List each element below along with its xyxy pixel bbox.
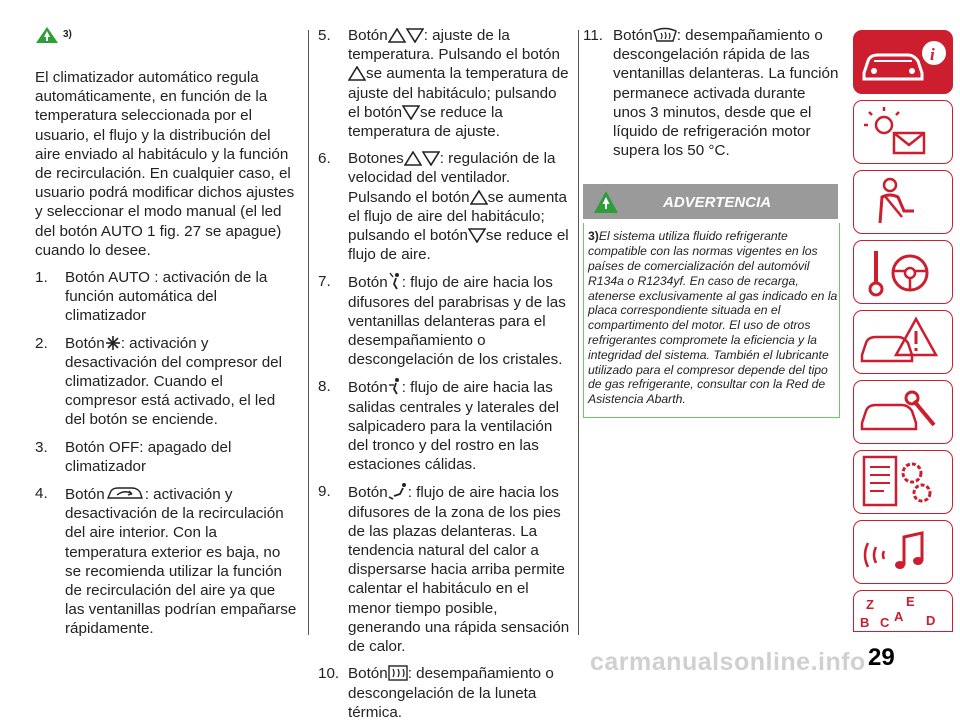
list-item: 2. Botón : activación y desactivación del compresor del climatizador. Cuando el compresor está activado, el led del botón se enciende. <box>35 334 282 429</box>
tab-starting[interactable] <box>853 240 953 304</box>
column-3 <box>583 26 841 418</box>
eco-warning-icon <box>35 26 59 44</box>
note-reference <box>35 26 297 44</box>
watermark: carmanualsonline.info <box>590 648 866 676</box>
list-item: 4. Botón : activación y desactivación de la recirculación del aire interior. Con la temperatura exterior es baja, no se recomienda utilizar la función de recirculación del aire ya que las ventanillas podrían empañarse rápidamente. <box>35 485 297 638</box>
column-divider <box>578 30 579 635</box>
warning-title: ADVERTENCIA <box>663 194 772 212</box>
list-item: 9. Botón : flujo de aire hacia los difusores de la zona de los pies de las plazas delanteras. La tendencia natural del calor a dispersarse hacia arriba permite calentar el habitáculo en el menor tiempo posible, generando una rápida sensación de calor. <box>318 483 570 656</box>
tab-car-info[interactable] <box>853 30 953 94</box>
face-airflow-icon <box>388 377 402 395</box>
list-item: 10. Botón : desempañamiento o descongelación de la luneta térmica. <box>318 665 554 721</box>
list-item: 1. Botón AUTO : activación de la función automática del climatizador <box>35 269 268 325</box>
key-steering-wheel-icon <box>854 241 952 303</box>
fan-down-icon <box>422 151 440 166</box>
tab-maintenance[interactable] <box>853 380 953 444</box>
list-item: 7. Botón : flujo de aire hacia los difusores del parabrisas y de las ventanillas delanteras para el desempañamiento o descongelación de los cristales. <box>318 273 566 369</box>
list-item: 5. Botón : ajuste de la temperatura. Pulsando el botón se aumenta la temperatura de ajuste del habitáculo; pulsando el botón se reduce la temperatura de ajuste. <box>318 27 569 141</box>
column-2 <box>318 26 570 722</box>
svg-text:D: D <box>926 613 936 628</box>
feet-airflow-icon <box>388 482 408 500</box>
fan-down-icon <box>468 228 486 243</box>
page-number: 29 <box>868 644 895 671</box>
tab-lights[interactable] <box>853 100 953 164</box>
list-item: 11. Botón : desempañamiento o descongelación rápida de las ventanillas delanteras. La función permanece activada durante unos 3 minutos, desde que el líquido de refrigeración motor supera los 50 °C. <box>583 27 839 160</box>
tab-technical-data[interactable] <box>853 450 953 514</box>
temp-down-icon <box>406 28 424 43</box>
svg-text:A: A <box>894 609 904 624</box>
radio-music-icon <box>854 521 952 583</box>
warning-text: El sistema utiliza fluido refrigerante compatible con las normas vigentes en los países de comercialización del automóvil R134a o R1234yf. En caso de recarga, atenerse exclusivamente al gas indicado en la placa correspondiente situada en el compartimento del motor. El uso de otros refrigerantes compromete la eficiencia y la integridad del sistema. También el lubricante utilizado para el compresor depende del tipo de gas refrigerante, consultar con la Red de Asistencia Abarth. <box>588 229 838 407</box>
column-1 <box>35 26 297 639</box>
fan-up-icon <box>470 190 488 205</box>
alphabet-index-icon <box>854 591 952 631</box>
windshield-defrost-icon <box>653 27 677 43</box>
svg-text:i: i <box>930 45 935 64</box>
fan-up-icon <box>404 151 422 166</box>
tab-emergency[interactable] <box>853 310 953 374</box>
list-item: 8. Botón : flujo de aire hacia las salidas centrales y laterales del salpicadero para la ventilación del tronco y del rostro en las estaciones cálidas. <box>318 378 560 474</box>
intro-paragraph: El climatizador automático regula automáticamente, en función de la temperatura seleccionada por el usuario, el flujo y la distribución del aire enviado al habitáculo y la función de recirculación. En cualquier caso, el usuario podrá modificar dichos ajustes y seleccionar el modo manual (el led del botón AUTO 1 fig. 27 se apague) cuando lo desee. <box>35 69 295 259</box>
warning-ref: 3) <box>588 229 599 244</box>
seatbelt-person-icon <box>854 171 952 233</box>
svg-text:C: C <box>880 615 890 630</box>
svg-text:B: B <box>860 615 870 630</box>
column-divider <box>308 30 309 635</box>
ac-snowflake-icon <box>105 335 121 351</box>
list-item: 3. Botón OFF: apagado del climatizador <box>35 438 232 475</box>
warning-box <box>583 223 840 418</box>
temp-up-icon <box>388 28 406 43</box>
svg-text:Z: Z <box>866 597 874 612</box>
car-wrench-icon <box>854 381 952 443</box>
tab-index[interactable] <box>853 590 953 632</box>
svg-text:E: E <box>906 594 915 609</box>
list-item: 6. Botones : regulación de la velocidad del ventilador. Pulsando el botón se aumenta el flujo de aire del habitáculo; pulsando el botón se reduce el flujo de aire. <box>318 150 569 264</box>
temp-down-icon <box>402 105 420 120</box>
temp-up-icon <box>348 66 366 81</box>
rear-defrost-icon <box>388 665 408 681</box>
eco-warning-icon <box>593 190 619 214</box>
tab-multimedia[interactable] <box>853 520 953 584</box>
recirculation-car-icon <box>105 484 145 502</box>
tab-safety[interactable] <box>853 170 953 234</box>
document-gears-icon <box>854 451 952 513</box>
windshield-airflow-icon <box>388 272 402 290</box>
note-ref-label: 3) <box>63 28 72 40</box>
car-crash-warning-icon <box>854 311 952 373</box>
lights-envelope-icon <box>854 101 952 163</box>
car-info-icon <box>854 31 952 93</box>
warning-header <box>583 184 838 219</box>
